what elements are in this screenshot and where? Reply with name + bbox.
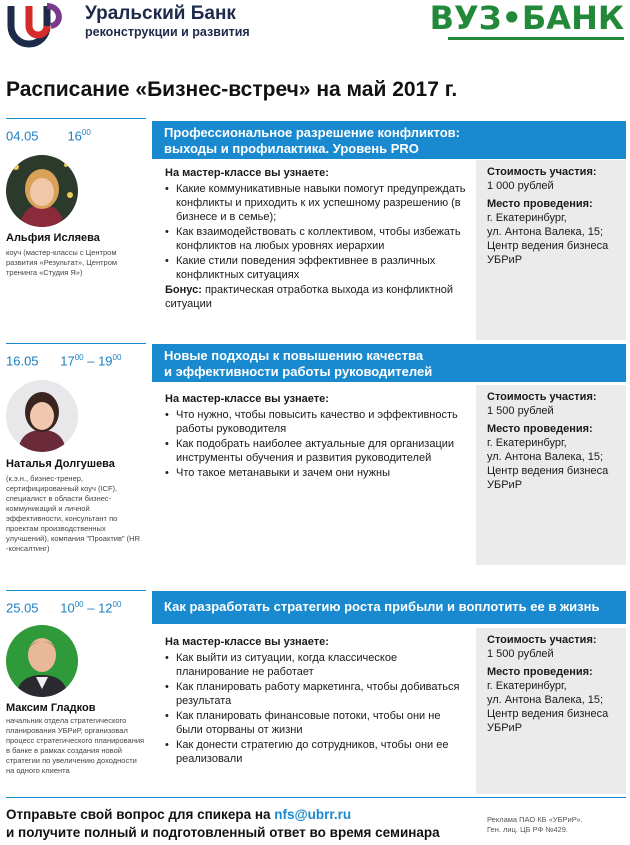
header [0,0,630,60]
speaker-description: (к.э.н., бизнес-тренер, сертифицированный коуч (ICF), специалист в области бизнес-коммуникаций и личной эффективности, консультант по проектам производственных улучшений), компания "Проактив" (HR -консалтинг) [6,474,141,553]
place-line: ул. Антона Валека, 15; [487,226,604,238]
speaker-name: Максим Гладков [6,702,96,714]
place-line: УБРиР [487,479,523,491]
learn-heading: На мастер-классе вы узнаете: [165,636,329,648]
price-value: 1 000 рублей [487,180,554,192]
page-title: Расписание «Бизнес-встреч» на май 2017 г. [6,78,458,101]
session-topic-bar [152,591,626,624]
session-content [165,635,470,767]
ubrr-logo-icon [5,0,65,48]
session-time-end-min: 00 [112,600,122,609]
list-item: • Как планировать финансовые потоки, чтобы они не были оторваны от жизни [165,709,470,737]
place-label: Место проведения: [487,423,593,435]
session-date: 16.05 [6,353,39,369]
footer-divider [6,797,626,798]
place-line: УБРиР [487,722,523,734]
bonus-text [165,283,470,311]
session-time-start: 17 [60,353,75,369]
place-line: ул. Антона Валека, 15; [487,451,604,463]
speaker-photo [6,380,78,452]
speaker-name: Наталья Долгушева [6,458,115,470]
session-topic-line1: Как разработать стратегию роста прибыли и воплотить ее в жизнь [164,599,600,614]
legal-line1: Реклама ПАО КБ «УБРиР». [487,815,583,824]
session-info-panel [476,385,626,565]
bank-subtitle: реконструкции и развития [85,25,250,39]
session-time-start-min: 00 [74,600,84,609]
bonus-description: практическая отработка выхода из конфликтной ситуации [165,284,454,310]
session-datetime [6,128,91,143]
learn-list [165,408,470,480]
session-time-start: 10 [60,600,75,616]
speaker-photo [6,625,78,697]
session-date: 25.05 [6,600,39,616]
place-line: г. Екатеринбург, [487,437,567,449]
footer-line1 [6,806,440,824]
session-topic-bar [152,121,626,159]
session-topic-line2: и эффективности работы руководителей [164,364,433,379]
bank-name: Уральский Банк [85,3,236,24]
session-info-panel [476,160,626,340]
session-datetime: 25.05 $10^{00} - 12^{00}$ [6,600,122,616]
list-item: • Что нужно, чтобы повысить качество и эффективность работы руководителя [165,408,470,436]
place-line: г. Екатеринбург, [487,212,567,224]
list-item: • Какие стили поведения эффективнее в различных конфликтных ситуациях [165,254,470,282]
place-line: ул. Антона Валека, 15; [487,694,604,706]
bonus-label: Бонус: [165,284,202,296]
learn-heading: На мастер-классе вы узнаете: [165,393,329,405]
price-label: Стоимость участия: [487,391,597,403]
session-datetime: 16.05 $17^{00} - 19^{00}$ [6,353,122,369]
session-topic-line2: выходы и профилактика. Уровень PRO [164,141,419,156]
session-date: 04.05 [6,128,39,144]
session-topic-bar [152,344,626,382]
session-time-start-min: 00 [81,128,91,137]
vuz-bank-logo: ВУЗ•БАНК [429,0,624,37]
place-line: УБРиР [487,254,523,266]
place-line: Центр ведения бизнеса [487,708,609,720]
speaker-photo [6,155,78,227]
learn-list [165,651,470,766]
speaker-description: начальник отдела стратегического планирования УБРиР, организовал процесс стратегического планирования в банке в рамках создания новой стратегии по увеличению доходности на одного клиента [6,716,145,775]
email-link[interactable]: nfs@ubrr.ru [274,807,352,822]
list-item: • Какие коммуникативные навыки помогут предупреждать конфликты и приходить к их успешному разрешению (в бизнесе и в семье); [165,182,470,224]
session-time-end: 12 [98,600,113,616]
place-line: г. Екатеринбург, [487,680,567,692]
place-label: Место проведения: [487,666,593,678]
price-value: 1 500 рублей [487,648,554,660]
session-content [165,166,470,311]
footer-cta [6,806,440,842]
price-value: 1 500 рублей [487,405,554,417]
price-label: Стоимость участия: [487,634,597,646]
session-divider [6,590,146,591]
session-info-panel [476,628,626,794]
speaker-name: Альфия Исляева [6,232,100,244]
place-line: Центр ведения бизнеса [487,240,609,252]
legal-line2: Ген. лиц. ЦБ РФ №429. [487,825,568,834]
session-topic-line1: Профессиональное разрешение конфликтов: [164,125,460,140]
session-divider [6,118,146,119]
footer-line2: и получите полный и подготовленный ответ во время семинара [6,825,440,840]
vuz-logo-underline [448,37,624,40]
session-topic-line1: Новые подходы к повышению качества [164,348,424,363]
session-divider [6,343,146,344]
session-time-start: 16 [67,128,82,144]
learn-list [165,182,470,282]
list-item: • Как подобрать наиболее актуальные для организации инструменты обучения и развития руководителей [165,437,470,465]
list-item: • Как донести стратегию до сотрудников, чтобы они ее реализовали [165,738,470,766]
learn-heading: На мастер-классе вы узнаете: [165,167,329,179]
speaker-description: коуч (мастер-классы с Центром развития «Результат», Центром тренинга «Студия Я») [6,248,118,277]
list-item: • Как взаимодействовать с коллективом, чтобы избежать конфликтов на любых уровнях иерархии [165,225,470,253]
legal-notice [487,815,583,835]
session-content [165,392,470,481]
list-item: • Как планировать работу маркетинга, чтобы добиваться результата [165,680,470,708]
place-line: Центр ведения бизнеса [487,465,609,477]
list-item: • Как выйти из ситуации, когда классическое планирование не работает [165,651,470,679]
list-item: • Что такое метанавыки и зачем они нужны [165,466,470,480]
place-label: Место проведения: [487,198,593,210]
session-time-end: 19 [98,353,113,369]
price-label: Стоимость участия: [487,166,597,178]
session-time-start-min: 00 [74,353,84,362]
session-time-end-min: 00 [112,353,122,362]
footer-line1-prefix: Отправьте свой вопрос для спикера на [6,807,275,822]
